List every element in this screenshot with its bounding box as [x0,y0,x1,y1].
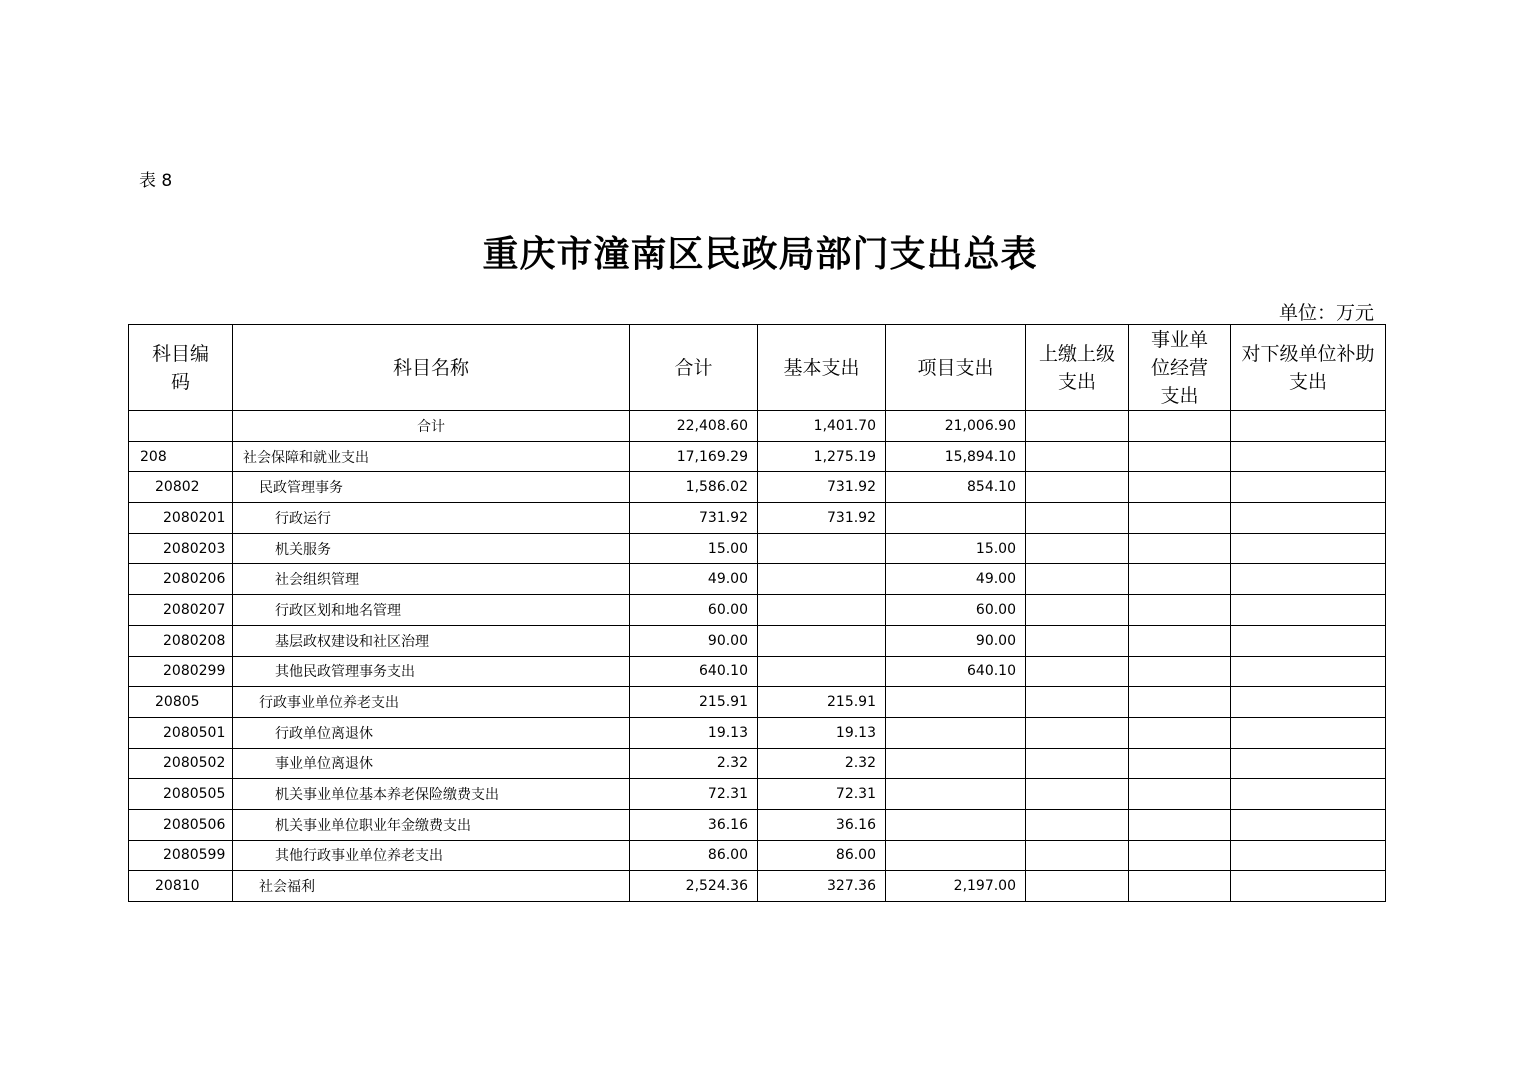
cell-code: 2080505 [129,779,233,810]
table-header-row [129,325,1386,411]
cell-total: 15.00 [630,533,758,564]
cell-code: 20805 [129,687,233,718]
cell-subsidy [1231,779,1386,810]
cell-subsidy [1231,748,1386,779]
table-row [129,779,1386,810]
cell-business [1129,441,1231,472]
cell-total: 731.92 [630,503,758,534]
cell-project: 640.10 [886,656,1026,687]
cell-code: 2080208 [129,625,233,656]
cell-total: 2,524.36 [630,871,758,902]
col-header-code: 科目编码 [129,325,233,411]
table-label: 表 8 [139,171,173,191]
cell-business [1129,748,1231,779]
cell-code: 208 [129,441,233,472]
cell-upper [1026,687,1129,718]
cell-business [1129,687,1231,718]
cell-basic [758,595,886,626]
cell-code: 2080207 [129,595,233,626]
cell-basic: 327.36 [758,871,886,902]
cell-name: 其他民政管理事务支出 [233,656,630,687]
cell-code: 2080203 [129,533,233,564]
cell-total: 36.16 [630,809,758,840]
table-row [129,625,1386,656]
cell-total: 1,586.02 [630,472,758,503]
cell-upper [1026,441,1129,472]
cell-business [1129,595,1231,626]
cell-business [1129,871,1231,902]
cell-name: 行政事业单位养老支出 [233,687,630,718]
cell-subsidy [1231,441,1386,472]
cell-subsidy [1231,656,1386,687]
cell-upper [1026,809,1129,840]
cell-code: 20802 [129,472,233,503]
col-header-business: 事业单位经营支出 [1129,325,1231,411]
cell-business [1129,564,1231,595]
cell-basic: 215.91 [758,687,886,718]
cell-subsidy [1231,503,1386,534]
cell-project [886,809,1026,840]
cell-business [1129,503,1231,534]
cell-code: 2080299 [129,656,233,687]
cell-name: 行政单位离退休 [233,717,630,748]
cell-name: 事业单位离退休 [233,748,630,779]
cell-code: 2080599 [129,840,233,871]
table-row [129,748,1386,779]
cell-upper [1026,625,1129,656]
cell-code: 2080501 [129,717,233,748]
cell-name: 合计 [233,411,630,442]
cell-code: 20810 [129,871,233,902]
cell-project: 15.00 [886,533,1026,564]
cell-basic [758,564,886,595]
cell-upper [1026,656,1129,687]
cell-basic: 72.31 [758,779,886,810]
cell-basic [758,533,886,564]
cell-business [1129,717,1231,748]
cell-total: 19.13 [630,717,758,748]
cell-name: 民政管理事务 [233,472,630,503]
cell-name: 社会保障和就业支出 [233,441,630,472]
cell-subsidy [1231,595,1386,626]
cell-upper [1026,564,1129,595]
cell-name: 行政运行 [233,503,630,534]
cell-subsidy [1231,411,1386,442]
cell-upper [1026,840,1129,871]
table-row [129,533,1386,564]
table-row [129,411,1386,442]
cell-subsidy [1231,564,1386,595]
table-row [129,564,1386,595]
cell-name: 基层政权建设和社区治理 [233,625,630,656]
cell-code: 2080201 [129,503,233,534]
cell-project: 21,006.90 [886,411,1026,442]
cell-subsidy [1231,809,1386,840]
cell-project [886,503,1026,534]
cell-subsidy [1231,871,1386,902]
cell-subsidy [1231,840,1386,871]
table-row [129,503,1386,534]
table-row [129,871,1386,902]
cell-business [1129,411,1231,442]
cell-upper [1026,595,1129,626]
cell-upper [1026,717,1129,748]
cell-subsidy [1231,533,1386,564]
cell-upper [1026,411,1129,442]
table-row [129,717,1386,748]
cell-project: 15,894.10 [886,441,1026,472]
cell-name: 其他行政事业单位养老支出 [233,840,630,871]
cell-project: 60.00 [886,595,1026,626]
cell-code: 2080502 [129,748,233,779]
table-row [129,656,1386,687]
cell-total: 22,408.60 [630,411,758,442]
cell-basic: 36.16 [758,809,886,840]
cell-project: 854.10 [886,472,1026,503]
cell-project: 2,197.00 [886,871,1026,902]
table-row [129,441,1386,472]
cell-subsidy [1231,687,1386,718]
cell-total: 640.10 [630,656,758,687]
cell-basic [758,656,886,687]
expense-table [128,324,1386,902]
table-row [129,472,1386,503]
cell-code: 2080506 [129,809,233,840]
cell-business [1129,779,1231,810]
cell-project: 49.00 [886,564,1026,595]
table-row [129,687,1386,718]
cell-basic: 19.13 [758,717,886,748]
cell-total: 60.00 [630,595,758,626]
cell-project [886,779,1026,810]
cell-business [1129,533,1231,564]
cell-basic: 731.92 [758,472,886,503]
cell-subsidy [1231,472,1386,503]
cell-project [886,748,1026,779]
cell-total: 72.31 [630,779,758,810]
cell-name: 机关事业单位基本养老保险缴费支出 [233,779,630,810]
cell-code [129,411,233,442]
cell-upper [1026,779,1129,810]
table-row [129,840,1386,871]
cell-name: 机关事业单位职业年金缴费支出 [233,809,630,840]
col-header-project: 项目支出 [886,325,1026,411]
cell-basic [758,625,886,656]
cell-business [1129,625,1231,656]
cell-name: 行政区划和地名管理 [233,595,630,626]
cell-name: 社会组织管理 [233,564,630,595]
cell-upper [1026,472,1129,503]
table-row [129,809,1386,840]
cell-business [1129,840,1231,871]
cell-total: 86.00 [630,840,758,871]
col-header-basic: 基本支出 [758,325,886,411]
cell-project [886,840,1026,871]
cell-total: 2.32 [630,748,758,779]
cell-upper [1026,503,1129,534]
cell-basic: 86.00 [758,840,886,871]
col-header-total: 合计 [630,325,758,411]
cell-project [886,717,1026,748]
table-row [129,595,1386,626]
cell-subsidy [1231,625,1386,656]
cell-project [886,687,1026,718]
cell-subsidy [1231,717,1386,748]
cell-business [1129,809,1231,840]
cell-basic: 2.32 [758,748,886,779]
col-header-subsidy: 对下级单位补助支出 [1231,325,1386,411]
unit-label: 单位：万元 [1278,302,1374,324]
cell-name: 社会福利 [233,871,630,902]
cell-upper [1026,533,1129,564]
cell-total: 49.00 [630,564,758,595]
cell-basic: 1,401.70 [758,411,886,442]
cell-business [1129,472,1231,503]
col-header-name: 科目名称 [233,325,630,411]
cell-basic: 1,275.19 [758,441,886,472]
cell-total: 90.00 [630,625,758,656]
cell-upper [1026,748,1129,779]
page-title: 重庆市潼南区民政局部门支出总表 [482,234,1038,275]
cell-basic: 731.92 [758,503,886,534]
cell-code: 2080206 [129,564,233,595]
cell-total: 17,169.29 [630,441,758,472]
cell-name: 机关服务 [233,533,630,564]
cell-upper [1026,871,1129,902]
cell-business [1129,656,1231,687]
cell-total: 215.91 [630,687,758,718]
cell-project: 90.00 [886,625,1026,656]
col-header-upper: 上缴上级支出 [1026,325,1129,411]
